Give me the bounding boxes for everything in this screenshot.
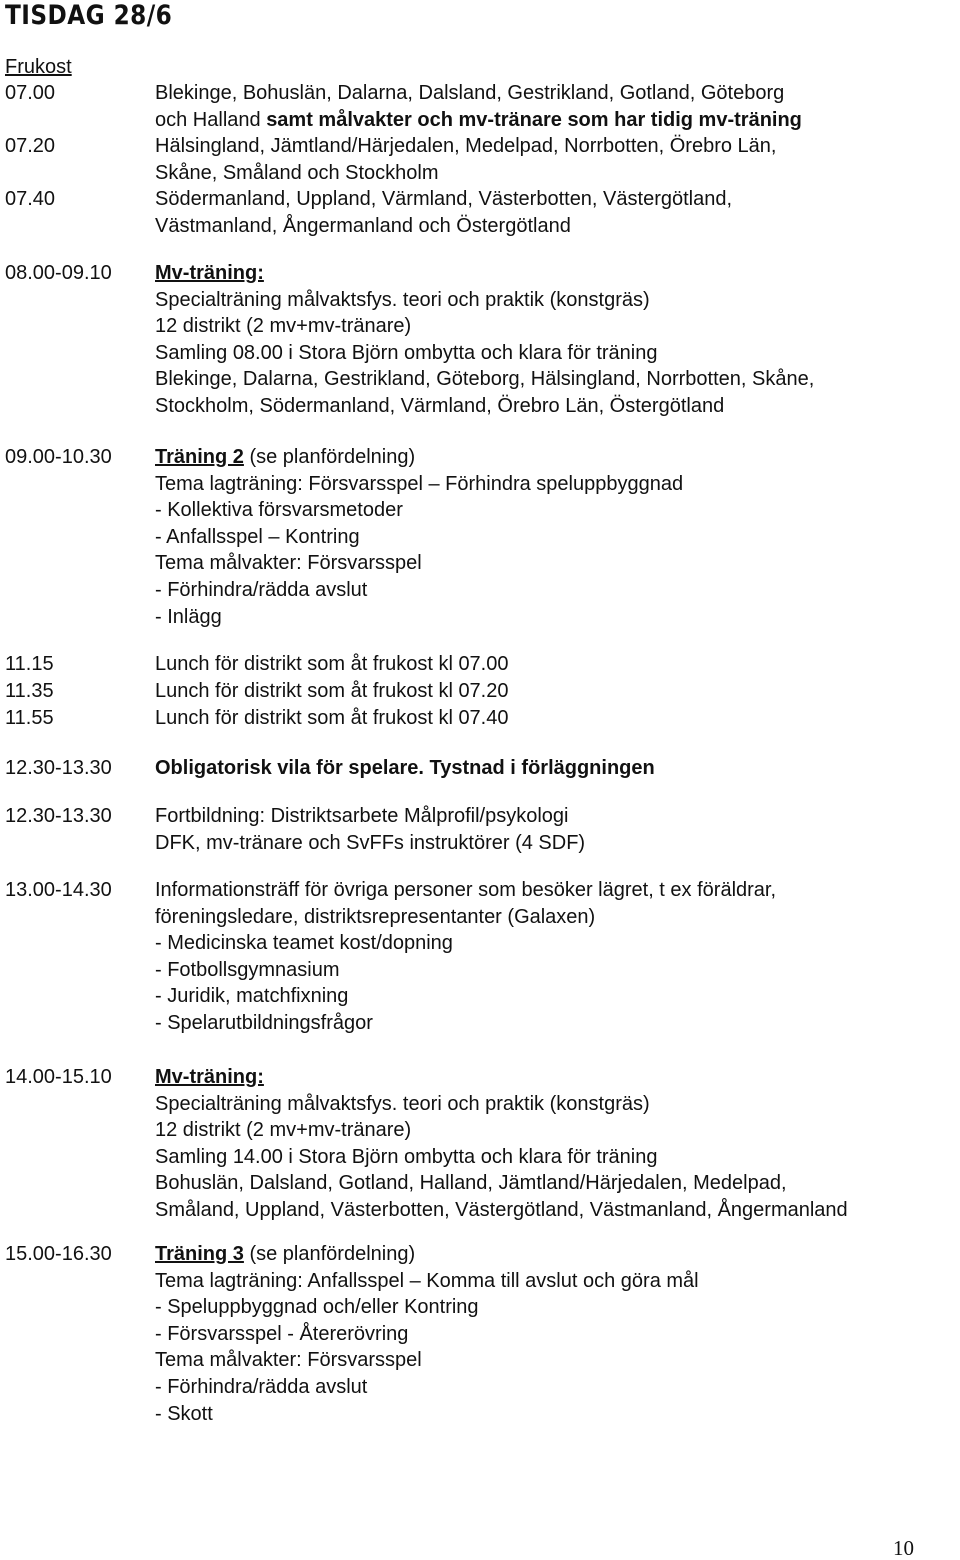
entry-line: - Skott (155, 1402, 213, 1425)
entry-line: Lunch för distrikt som åt frukost kl 07.40 (155, 707, 509, 729)
entry-line: Samling 14.00 i Stora Björn ombytta och klara för träning (155, 1145, 658, 1168)
entry-line: - Spelarutbildningsfrågor (155, 1011, 373, 1034)
entry-time: 12.30-13.30 (5, 805, 112, 827)
entry-time: 15.00-16.30 (5, 1243, 112, 1265)
entry-time: 12.30-13.30 (5, 757, 112, 779)
page-number: 10 (893, 1536, 914, 1560)
entry-description (155, 877, 776, 1037)
entry-line: - Förhindra/rädda avslut (155, 578, 368, 601)
entry-line: Lunch för distrikt som åt frukost kl 07.00 (155, 653, 509, 675)
entry-line: Skåne, Småland och Stockholm (155, 161, 439, 184)
entry-time: 11.35 (5, 680, 54, 702)
entry-title: Träning 3 (155, 1243, 244, 1265)
entry-title-line (155, 444, 683, 471)
entry-time: 07.20 (5, 135, 56, 157)
entry-time: 07.40 (5, 188, 56, 210)
entry-line: - Anfallsspel – Kontring (155, 525, 360, 548)
entry-time: 07.00 (5, 82, 56, 104)
entry-description (155, 133, 776, 186)
entry-description (155, 803, 585, 856)
entry-title-suffix: (se planfördelning) (243, 446, 416, 468)
entry-line: 12 distrikt (2 mv+mv-tränare) (155, 1119, 412, 1142)
entry-line-text: och Halland (155, 108, 267, 131)
entry-line: Blekinge, Dalarna, Gestrikland, Göteborg, Hälsingland, Norrbotten, Skåne, (155, 368, 815, 391)
entry-line: - Inlägg (155, 605, 222, 628)
entry-title: Mv-träning: (155, 1066, 264, 1088)
entry-line: Obligatorisk vila för spelare. Tystnad i förläggningen (155, 757, 655, 779)
entry-line: DFK, mv-tränare och SvFFs instruktörer (4 SDF) (155, 831, 586, 854)
entry-line: - Medicinska teamet kost/dopning (155, 932, 453, 955)
entry-time: 11.55 (5, 707, 54, 729)
entry-description (155, 1241, 699, 1427)
entry-line: Tema målvakter: Försvarsspel (155, 1349, 422, 1372)
entry-line: Hälsingland, Jämtland/Härjedalen, Medelpad, Norrbotten, Örebro Län, (155, 135, 777, 157)
entry-description (155, 444, 683, 630)
entry-line: Specialträning målvaktsfys. teori och praktik (konstgräs) (155, 288, 650, 311)
entry-time: 11.15 (5, 653, 54, 675)
entry-description (155, 260, 814, 420)
entry-line: Småland, Uppland, Västerbotten, Västergötland, Västmanland, Ångermanland (155, 1198, 848, 1221)
entry-line: - Kollektiva försvarsmetoder (155, 499, 403, 522)
entry-time: 09.00-10.30 (5, 446, 112, 468)
entry-line: Tema lagträning: Försvarsspel – Förhindra speluppbyggnad (155, 472, 684, 495)
entry-line: Samling 08.00 i Stora Björn ombytta och klara för träning (155, 341, 658, 364)
entry-line: Bohuslän, Dalsland, Gotland, Halland, Jämtland/Härjedalen, Medelpad, (155, 1172, 787, 1195)
entry-line: föreningsledare, distriktsrepresentanter (Galaxen) (155, 905, 596, 928)
entry-line: Södermanland, Uppland, Värmland, Västerbotten, Västergötland, (155, 188, 733, 210)
entry-line: - Fotbollsgymnasium (155, 958, 340, 981)
entry-line: Fortbildning: Distriktsarbete Målprofil/psykologi (155, 805, 569, 827)
entry-line: Specialträning målvaktsfys. teori och praktik (konstgräs) (155, 1092, 650, 1115)
entry-description (155, 1064, 848, 1224)
entry-title-suffix: (se planfördelning) (243, 1243, 416, 1265)
entry-line: Informationsträff för övriga personer som besöker lägret, t ex föräldrar, (155, 879, 777, 901)
entry-time: 08.00-09.10 (5, 262, 112, 284)
entry-line: Lunch för distrikt som åt frukost kl 07.20 (155, 680, 509, 702)
entry-title-line (155, 1241, 699, 1268)
entry-time: 14.00-15.10 (5, 1066, 112, 1088)
entry-line: - Försvarsspel - Återerövring (155, 1322, 409, 1345)
entry-line: Tema lagträning: Anfallsspel – Komma till avslut och göra mål (155, 1269, 699, 1292)
entry-line: Västmanland, Ångermanland och Östergötland (155, 214, 571, 237)
entry-description (155, 80, 802, 133)
entry-title: Träning 2 (155, 446, 244, 468)
entry-title: Mv-träning: (155, 262, 264, 284)
entry-line-bold: samt målvakter och mv-tränare som har tidig mv-träning (266, 108, 802, 131)
entry-line: 12 distrikt (2 mv+mv-tränare) (155, 315, 412, 338)
entry-line: - Speluppbyggnad och/eller Kontring (155, 1296, 479, 1319)
entry-line: - Förhindra/rädda avslut (155, 1375, 368, 1398)
entry-time: 13.00-14.30 (5, 879, 112, 901)
entry-line: Blekinge, Bohuslän, Dalarna, Dalsland, Gestrikland, Gotland, Göteborg (155, 82, 785, 104)
entry-description (155, 186, 732, 239)
entry-line: Tema målvakter: Försvarsspel (155, 552, 422, 575)
entry-line (155, 107, 802, 134)
entry-line: Stockholm, Södermanland, Värmland, Örebro Län, Östergötland (155, 394, 725, 417)
page-heading: TISDAG 28/6 (5, 0, 173, 31)
breakfast-label: Frukost (5, 56, 72, 78)
entry-line: - Juridik, matchfixning (155, 985, 349, 1008)
